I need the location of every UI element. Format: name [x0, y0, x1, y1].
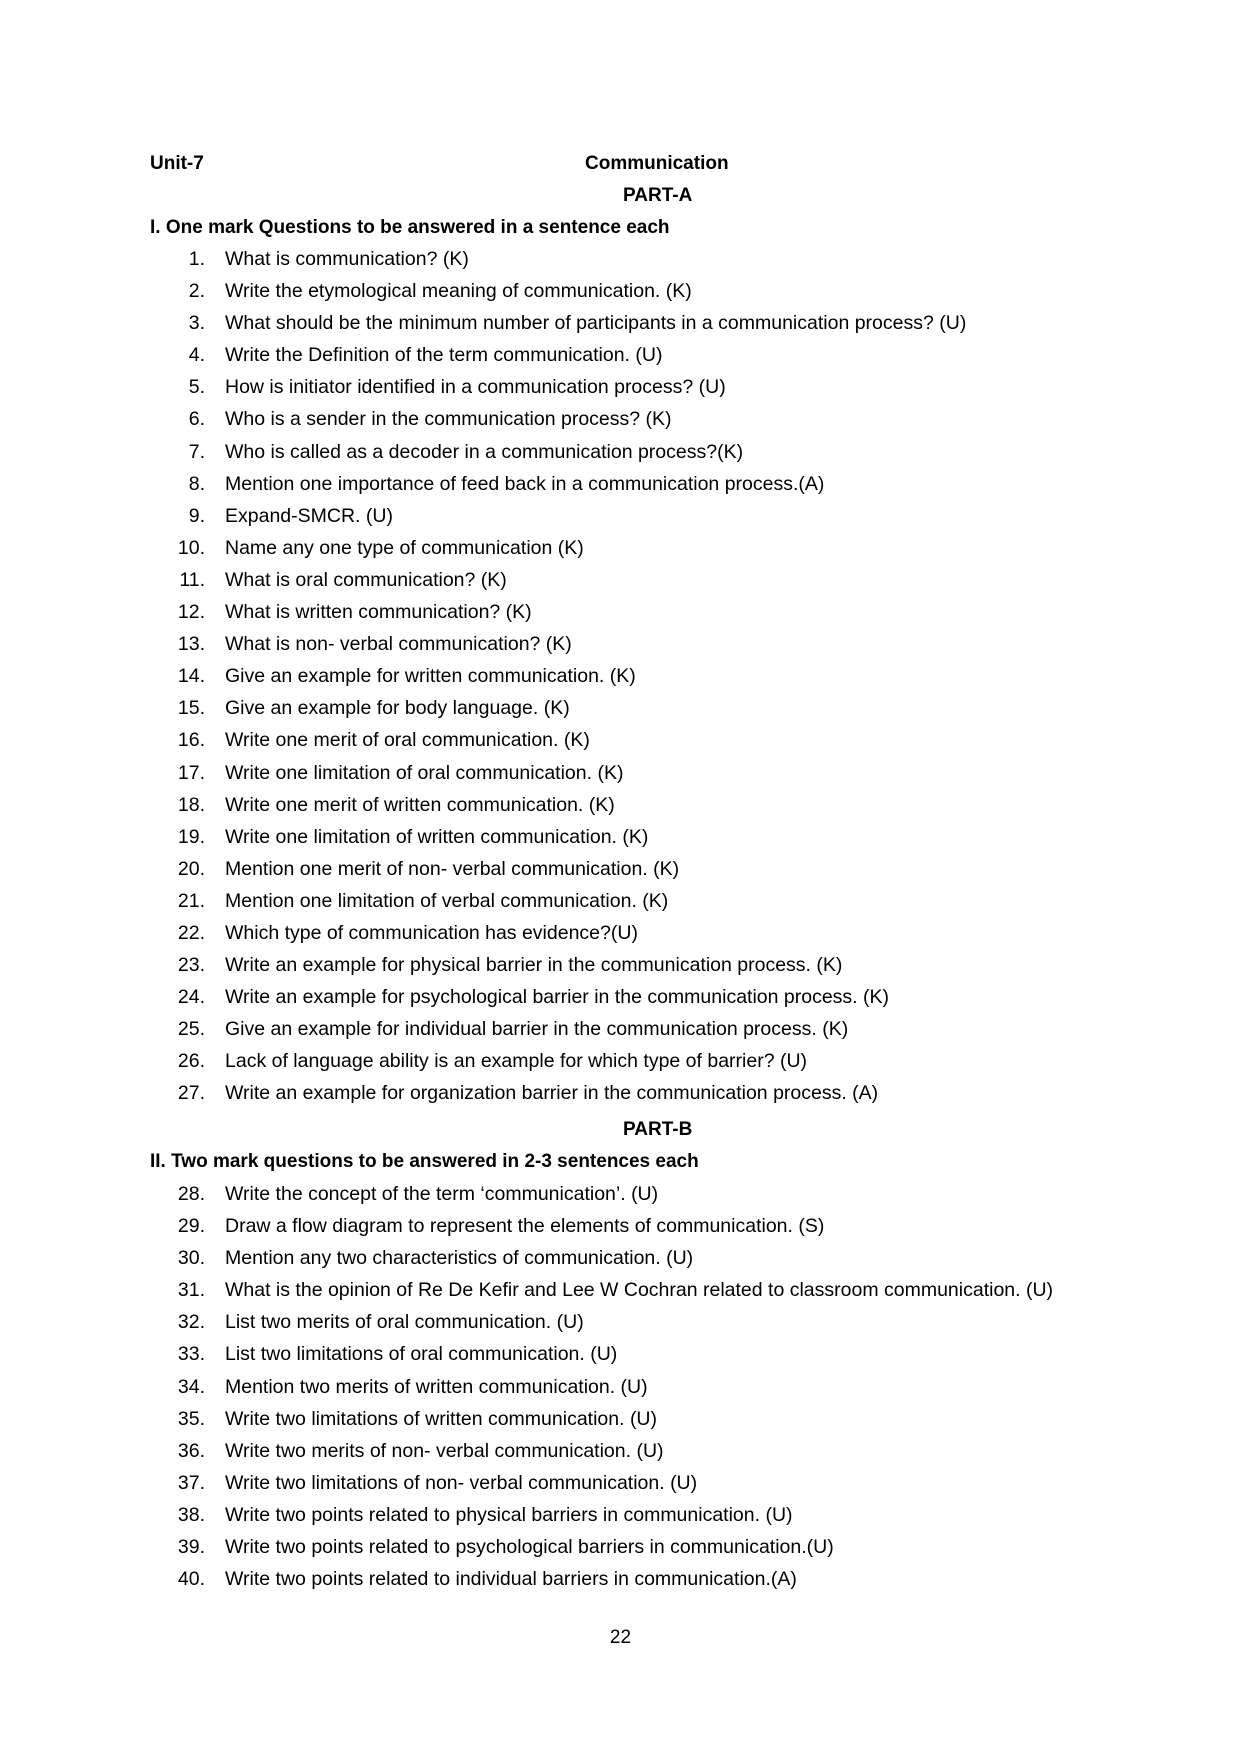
question-item: [150, 472, 1150, 504]
question-text: What is non- verbal communication? (K): [225, 633, 572, 656]
question-text: List two merits of oral communication. (U): [225, 1311, 584, 1334]
question-number: 23.: [177, 954, 205, 977]
question-text: Write two merits of non- verbal communication. (U): [225, 1439, 664, 1462]
question-item: [150, 279, 1150, 311]
question-item: [150, 761, 1150, 793]
part-b-heading: PART-B: [623, 1119, 693, 1140]
unit-label: Unit-7: [150, 153, 204, 174]
question-text: What should be the minimum number of participants in a communication process? (U): [225, 312, 967, 335]
question-number: 14.: [177, 665, 205, 688]
question-item: [150, 1182, 1150, 1214]
question-number: 33.: [177, 1343, 205, 1366]
question-text: Who is called as a decoder in a communication process?(K): [225, 440, 744, 463]
question-text: Give an example for written communication. (K): [225, 665, 636, 688]
question-number: 36.: [177, 1439, 205, 1462]
question-item: [150, 568, 1150, 600]
question-number: 19.: [177, 825, 205, 848]
question-item: [150, 1567, 1150, 1599]
question-text: Write an example for physical barrier in the communication process. (K): [225, 954, 843, 977]
question-number: 37.: [177, 1471, 205, 1494]
question-text: Name any one type of communication (K): [225, 536, 584, 559]
question-item: [150, 600, 1150, 632]
question-text: Give an example for body language. (K): [225, 697, 570, 720]
question-text: Mention one limitation of verbal communication. (K): [225, 889, 669, 912]
question-text: What is communication? (K): [225, 248, 469, 270]
question-number: 35.: [177, 1407, 205, 1430]
question-number: 18.: [177, 793, 205, 816]
question-number: 31.: [177, 1279, 205, 1302]
question-number: 17.: [177, 761, 205, 784]
question-text: Expand-SMCR. (U): [225, 504, 393, 527]
question-text: Who is a sender in the communication process? (K): [225, 408, 672, 431]
question-number: 4.: [188, 344, 205, 367]
question-text: Write one limitation of oral communication. (K): [225, 761, 624, 784]
question-item: [150, 1278, 1150, 1310]
question-text: Write an example for psychological barrier in the communication process. (K): [225, 986, 889, 1009]
question-item: [150, 1246, 1150, 1278]
question-text: Write two points related to psychological barriers in communication.(U): [225, 1536, 834, 1559]
question-number: 27.: [177, 1082, 205, 1105]
question-item: [150, 1017, 1150, 1049]
question-item: [150, 953, 1150, 985]
question-text: Write two points related to individual barriers in communication.(A): [225, 1568, 797, 1591]
question-number: 21.: [177, 889, 205, 912]
question-number: 16.: [177, 729, 205, 752]
question-number: 7.: [188, 440, 205, 463]
question-text: Mention one merit of non- verbal communication. (K): [225, 857, 680, 880]
question-item: [150, 632, 1150, 664]
question-text: Write one merit of oral communication. (K): [225, 729, 590, 752]
question-item: [150, 1081, 1150, 1113]
question-number: 24.: [177, 986, 205, 1009]
question-text: Write two limitations of written communication. (U): [225, 1407, 658, 1430]
question-number: 9.: [188, 504, 205, 527]
question-number: 30.: [177, 1247, 205, 1270]
question-item: [150, 728, 1150, 760]
question-item: [150, 504, 1150, 536]
question-number: 25.: [177, 1018, 205, 1041]
question-item: [150, 664, 1150, 696]
question-text: Which type of communication has evidence?(U): [225, 921, 638, 944]
section-one-title: I. One mark Questions to be answered in a sentence each: [150, 217, 670, 238]
question-number: 2.: [188, 280, 205, 303]
question-item: [150, 1503, 1150, 1535]
question-text: Mention one importance of feed back in a communication process.(A): [225, 472, 825, 495]
question-text: Give an example for individual barrier in the communication process. (K): [225, 1018, 849, 1041]
part-a-question-list: [150, 247, 1150, 1114]
question-text: Write the Definition of the term communication. (U): [225, 344, 663, 367]
question-number: 32.: [177, 1311, 205, 1334]
question-number: 1.: [188, 248, 205, 270]
question-number: 20.: [177, 857, 205, 880]
question-number: 11.: [179, 568, 205, 591]
question-number: 13.: [177, 633, 205, 656]
question-text: Lack of language ability is an example for which type of barrier? (U): [225, 1050, 808, 1073]
question-item: [150, 440, 1150, 472]
question-number: 12.: [177, 601, 205, 624]
question-text: Mention any two characteristics of communication. (U): [225, 1247, 694, 1270]
question-item: [150, 1375, 1150, 1407]
part-b-question-list: [150, 1182, 1150, 1599]
question-number: 28.: [177, 1183, 205, 1205]
question-item: [150, 857, 1150, 889]
question-text: Write the etymological meaning of communication. (K): [225, 280, 692, 303]
question-text: What is the opinion of Re De Kefir and Lee W Cochran related to classroom communication. (U): [225, 1279, 1054, 1302]
part-a-heading: PART-A: [623, 185, 693, 206]
page-title: Communication: [585, 153, 729, 174]
question-item: [150, 825, 1150, 857]
question-item: [150, 407, 1150, 439]
question-number: 26.: [177, 1050, 205, 1073]
question-text: Write the concept of the term ‘communication’. (U): [225, 1183, 659, 1205]
question-item: [150, 1310, 1150, 1342]
question-number: 10.: [177, 536, 205, 559]
question-item: [150, 1535, 1150, 1567]
question-item: [150, 311, 1150, 343]
question-text: Draw a flow diagram to represent the elements of communication. (S): [225, 1215, 825, 1238]
question-text: Write an example for organization barrier in the communication process. (A): [225, 1082, 879, 1105]
question-number: 15.: [177, 697, 205, 720]
question-text: What is written communication? (K): [225, 601, 532, 624]
question-text: Write two limitations of non- verbal communication. (U): [225, 1471, 698, 1494]
question-text: Write one merit of written communication. (K): [225, 793, 615, 816]
question-item: [150, 375, 1150, 407]
question-item: [150, 889, 1150, 921]
question-number: 6.: [188, 408, 205, 431]
question-text: List two limitations of oral communication. (U): [225, 1343, 618, 1366]
question-item: [150, 247, 1150, 279]
question-item: [150, 1407, 1150, 1439]
question-text: Mention two merits of written communication. (U): [225, 1375, 648, 1398]
question-number: 34.: [177, 1375, 205, 1398]
question-text: How is initiator identified in a communication process? (U): [225, 376, 726, 399]
question-item: [150, 696, 1150, 728]
question-item: [150, 343, 1150, 375]
question-number: 38.: [177, 1503, 205, 1526]
question-item: [150, 1214, 1150, 1246]
question-item: [150, 921, 1150, 953]
question-item: [150, 1439, 1150, 1471]
question-number: 8.: [188, 472, 205, 495]
question-item: [150, 536, 1150, 568]
page-number: 22: [609, 1627, 632, 1648]
question-item: [150, 985, 1150, 1017]
question-number: 29.: [177, 1215, 205, 1238]
question-number: 3.: [188, 312, 205, 335]
question-number: 5.: [188, 376, 205, 399]
question-item: [150, 1049, 1150, 1081]
question-item: [150, 1342, 1150, 1374]
section-two-title: II. Two mark questions to be answered in 2-3 sentences each: [150, 1151, 699, 1172]
question-text: Write two points related to physical barriers in communication. (U): [225, 1503, 793, 1526]
question-number: 40.: [177, 1568, 205, 1591]
question-item: [150, 1471, 1150, 1503]
question-number: 22.: [177, 921, 205, 944]
question-text: What is oral communication? (K): [225, 568, 507, 591]
question-item: [150, 793, 1150, 825]
question-number: 39.: [177, 1536, 205, 1559]
question-text: Write one limitation of written communication. (K): [225, 825, 649, 848]
